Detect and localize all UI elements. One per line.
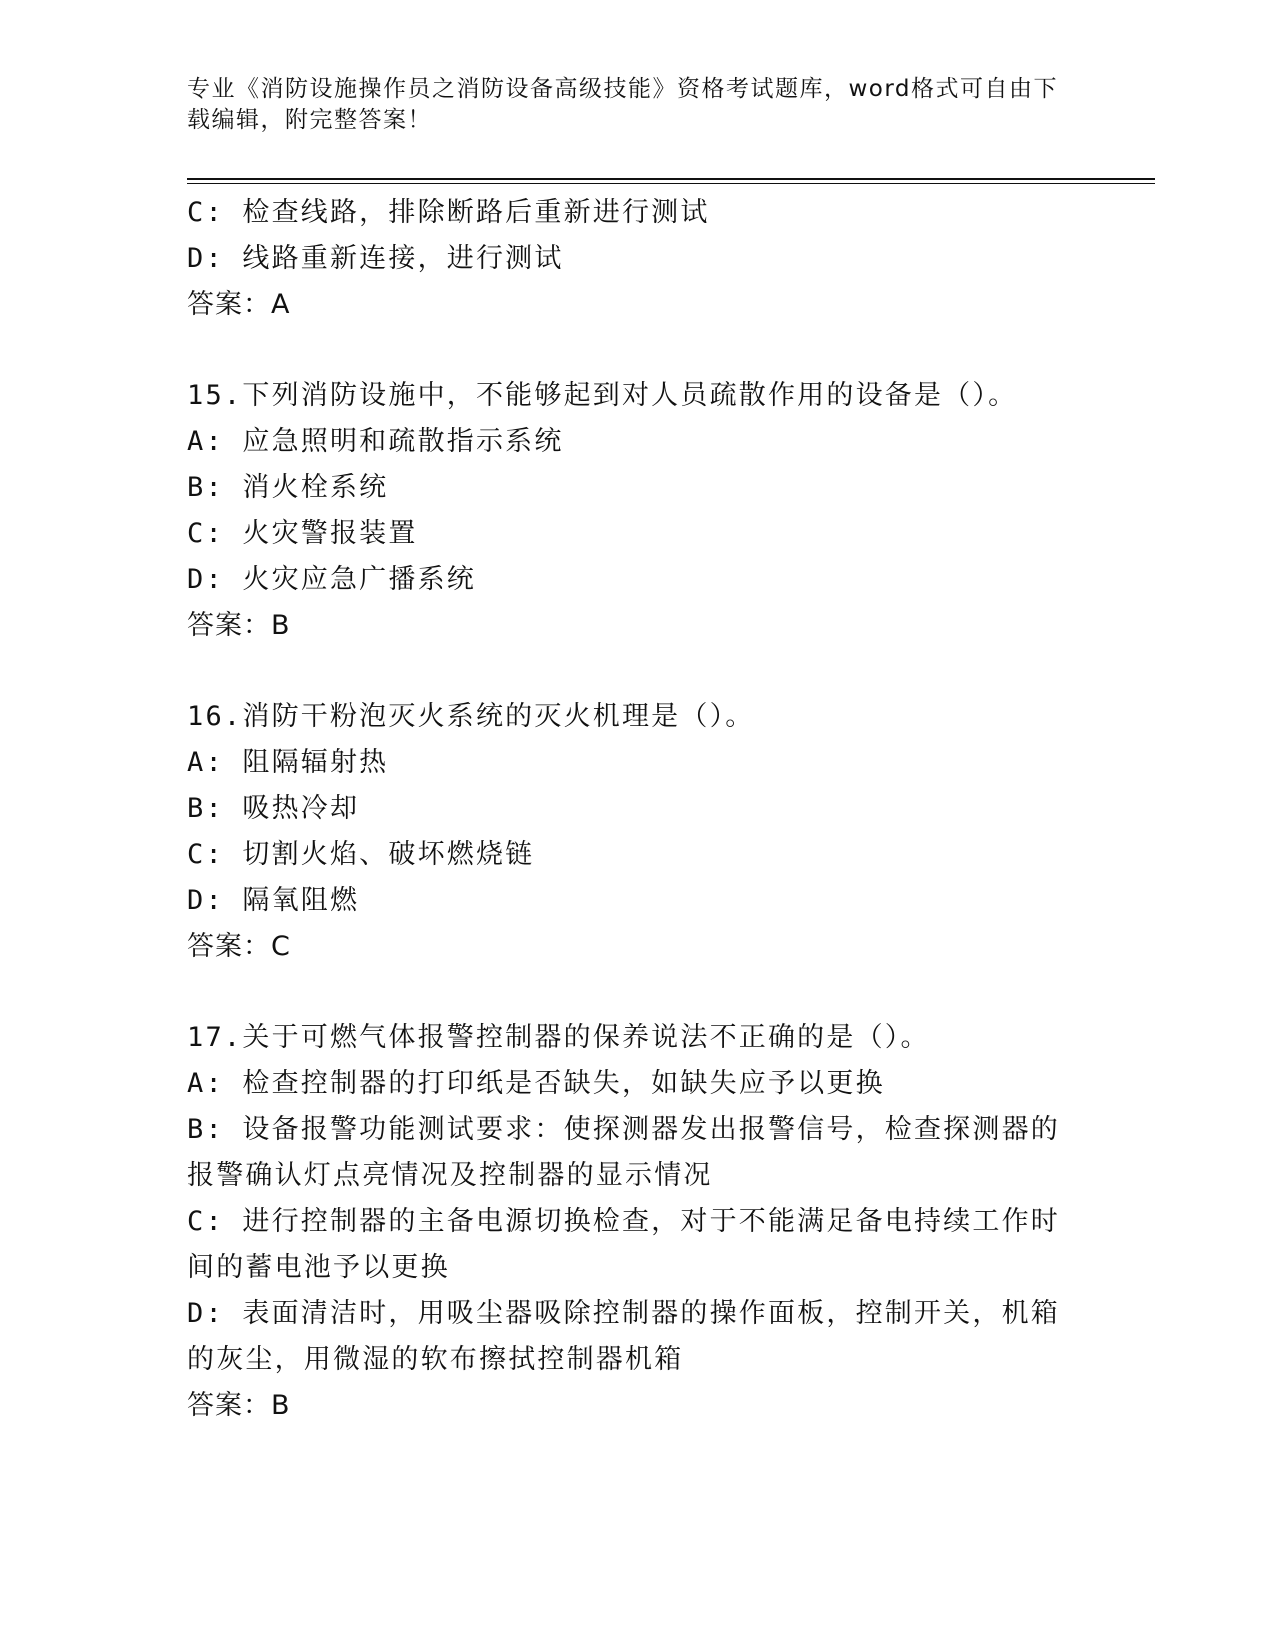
option-a: A: 检查控制器的打印纸是否缺失，如缺失应予以更换 (187, 1068, 885, 1099)
document-header: 专业《消防设施操作员之消防设备高级技能》资格考试题库，word格式可自由下载编辑，附完整答案！ (187, 76, 1059, 133)
spacer (187, 328, 1087, 373)
option-c: C: 火灾警报装置 (187, 518, 418, 549)
answer-line: 答案：A (187, 289, 291, 320)
header-divider-thin (187, 183, 1155, 184)
question-list (187, 190, 1087, 1429)
option-c: C: 检查线路，排除断路后重新进行测试 (187, 197, 710, 228)
option-d: D: 隔氧阻燃 (187, 885, 360, 916)
option-b: B: 设备报警功能测试要求：使探测器发出报警信号，检查探测器的报警确认灯点亮情况及控制器的显示情况 (187, 1114, 1060, 1191)
option-a: A: 应急照明和疏散指示系统 (187, 426, 564, 457)
answer-line: 答案：C (187, 931, 291, 962)
option-b: B: 消火栓系统 (187, 472, 389, 503)
spacer (187, 649, 1087, 694)
question-16 (187, 694, 1087, 970)
option-b: B: 吸热冷却 (187, 793, 360, 824)
spacer (187, 970, 1087, 1015)
option-c: C: 进行控制器的主备电源切换检查，对于不能满足备电持续工作时间的蓄电池予以更换 (187, 1206, 1060, 1283)
question-17 (187, 1015, 1087, 1429)
header-divider-thick (187, 178, 1155, 180)
answer-line: 答案：B (187, 610, 291, 641)
option-a: A: 阻隔辐射热 (187, 747, 389, 778)
answer-line: 答案：B (187, 1390, 291, 1421)
option-d: D: 线路重新连接，进行测试 (187, 243, 564, 274)
carryover-question (187, 190, 1087, 328)
option-d: D: 火灾应急广播系统 (187, 564, 476, 595)
question-stem: 17.关于可燃气体报警控制器的保养说法不正确的是（）。 (187, 1022, 930, 1053)
question-stem: 16.消防干粉泡灭火系统的灭火机理是（）。 (187, 701, 755, 732)
question-stem: 15.下列消防设施中，不能够起到对人员疏散作用的设备是（）。 (187, 380, 1018, 411)
option-d: D: 表面清洁时，用吸尘器吸除控制器的操作面板，控制开关，机箱的灰尘，用微湿的软布擦拭控制器机箱 (187, 1298, 1060, 1375)
question-15 (187, 373, 1087, 649)
option-c: C: 切割火焰、破坏燃烧链 (187, 839, 535, 870)
